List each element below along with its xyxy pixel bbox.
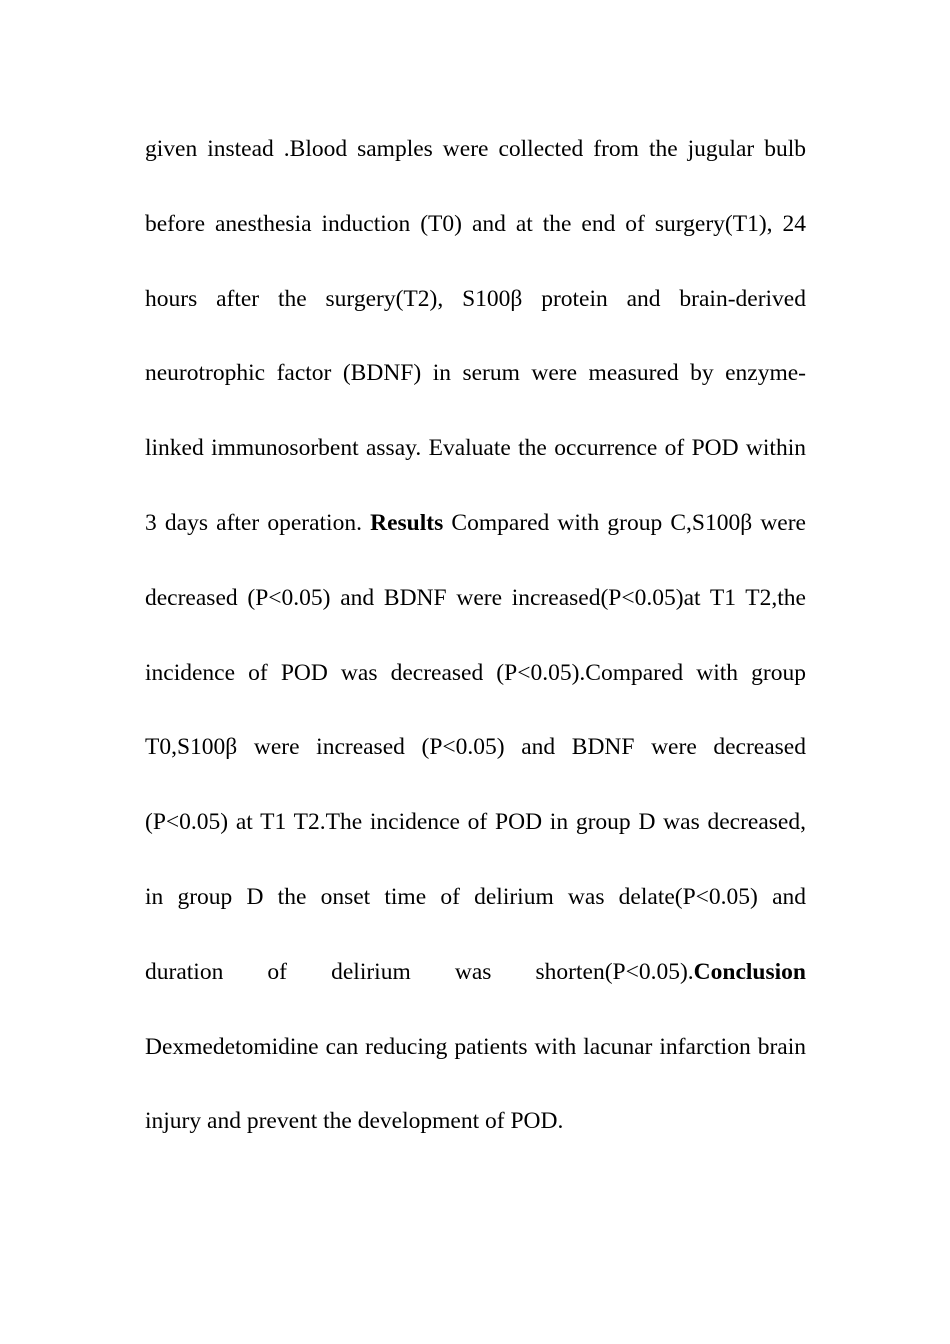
conclusion-text: Dexmedetomidine can reducing patients with lacunar infarction brain injury and prevent the development of POD. [145,1033,806,1135]
results-text: Compared with group C,S100β were decreased (P<0.05) and BDNF were increased(P<0.05)at T1 T2,the incidence of POD was decreased (P<0.05).Compared with group T0,S100β were increased (P<0.05) and BDNF were decreased (P<0.05) at T1 T2.The incidence of POD in group D was decreased, in group D the onset time of delirium was delate(P<0.05) and duration of delirium was shorten(P<0.05). [145,509,806,985]
abstract-paragraph [145,112,806,1159]
methods-text: given instead .Blood samples were collected from the jugular bulb before anesthesia induction (T0) and at the end of surgery(T1), 24 hours after the surgery(T2), S100β protein and brain-derived neurotrophic factor (BDNF) in serum were measured by enzyme-linked immunosorbent assay. Evaluate the occurrence of POD within 3 days after operation. [145,136,806,536]
results-heading: Results [370,509,444,536]
conclusion-heading: Conclusion [693,958,806,985]
